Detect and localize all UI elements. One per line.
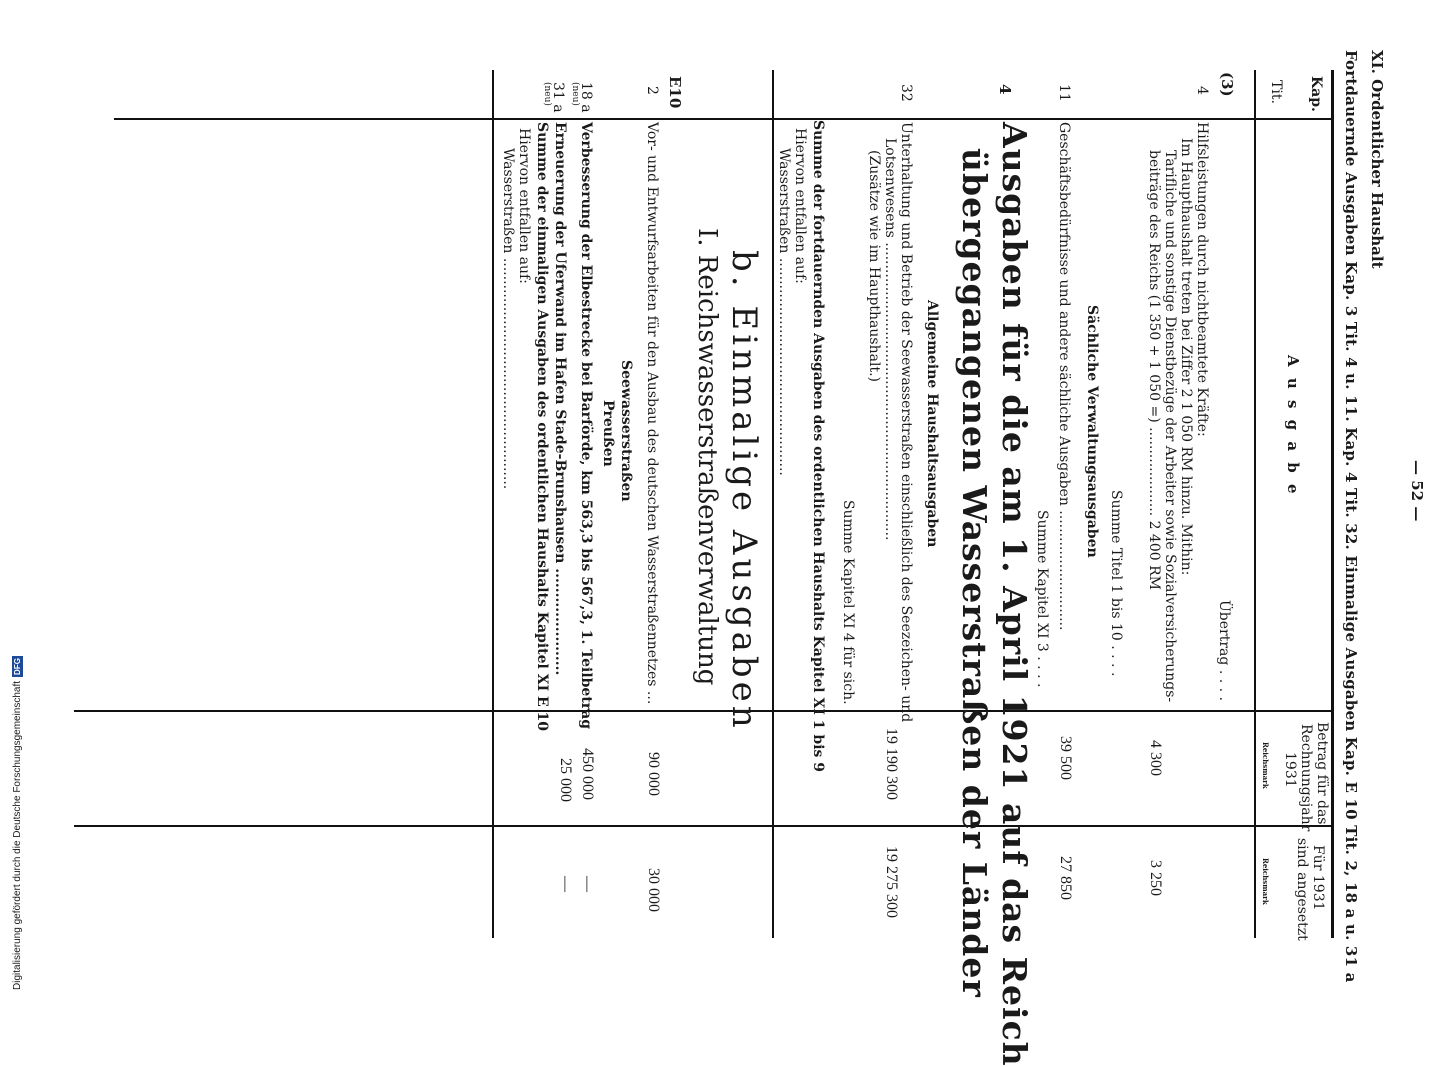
page-subtitle: Fortdauernde Ausgaben Kap. 3 Tit. 4 u. 11. Kap. 4 Tit. 32. Einmalige Ausgaben Kap. E 10 Tit. 2, 18 a u. 31 a: [1342, 50, 1360, 983]
wasserstrassen-2: Wasserstraßen ....................................................: [500, 148, 516, 490]
gesch-value-1931: 39 500: [1057, 736, 1074, 780]
section-title: XI. Ordentlicher Haushalt: [1368, 50, 1386, 269]
hilf-line1: Hilfsleistungen durch nichtbeamtete Kräfte:: [1194, 122, 1210, 437]
page-number: — 52 —: [1408, 460, 1426, 522]
unterh-line2: Lotsenwesens ...................................................................: [882, 138, 898, 541]
kap4-title-line2: übergegangenen Wasserstraßen der Länder: [955, 148, 994, 998]
unterh-line3: (Zusätze wie im Haupthaushalt.): [866, 150, 882, 382]
tit-18a-neu: (neu): [570, 82, 580, 106]
hilf-line4: beiträge des Reichs (1 350 + 1 050 =) .................... 2 400 RM: [1146, 150, 1162, 590]
ausgabe-header: A u s g a b e: [1284, 355, 1302, 497]
footer-text: Digitalisierung gefördert durch die Deutsche Forschungsgemeinschaft: [12, 680, 23, 990]
header-bottom-rule: [1254, 70, 1256, 938]
summe-kap3: Summe Kapitel XI 3 . . . .: [1034, 510, 1050, 688]
erneuer-text: Erneuerung der Uferwand im Hafen Stade-Brunshausen ......................: [552, 122, 568, 676]
unterh-value-angesetzt: 19 275 300: [883, 846, 900, 918]
betrag-header-line2: Rechnungsjahr: [1298, 724, 1314, 832]
hilf-value-angesetzt: 3 250: [1147, 860, 1164, 896]
kap-header: Kap.: [1308, 76, 1324, 112]
betrag-header-line1: Betrag für das: [1314, 722, 1330, 825]
reichswasser-heading: I. Reichswasserstraßenverwaltung: [692, 228, 722, 686]
betrag-unit: Reichsmark: [1261, 742, 1270, 789]
erneuer-value-1931: 25 000: [557, 758, 574, 802]
preussen-heading: Preußen: [600, 400, 616, 467]
fuer-unit: Reichsmark: [1261, 858, 1270, 905]
tit-31a: 31 a: [550, 82, 566, 113]
tit-11: 11: [1056, 84, 1072, 102]
dfg-logo: DFG: [13, 658, 22, 675]
erneuer-value-angesetzt: —: [557, 876, 574, 892]
allg-heading: Allgemeine Haushaltsausgaben: [924, 300, 940, 548]
seewasser-heading: Seewasserstraßen: [618, 360, 634, 502]
kap-e10: E10: [666, 76, 684, 109]
tit-18a: 18 a: [578, 82, 594, 113]
betrag-header-line3: 1931: [1282, 752, 1298, 788]
unterh-value-1931: 19 190 300: [883, 728, 900, 800]
table-top-rule: [1331, 70, 1334, 938]
fuer-header-line1: Für 1931: [1310, 845, 1326, 911]
kap4-title-line1: Ausgaben für die am 1. April 1921 auf das Reich: [995, 122, 1034, 1067]
summe-einmalig: Summe der einmaligen Ausgaben des ordentlichen Haushalts Kapitel XI E 10: [534, 122, 550, 732]
tit-4: 4: [1194, 86, 1210, 95]
tit-32: 32: [898, 84, 914, 102]
hiervon-2: Hiervon entfallen auf:: [516, 128, 532, 284]
summe-fortdauernd: Summe der fortdauernden Ausgaben des ordentlichen Haushalts Kapitel XI 1 bis 9: [810, 120, 826, 773]
kap-3: (3): [1218, 72, 1236, 97]
betrag-column-rule: [74, 710, 1334, 712]
saechlich-heading: Sächliche Verwaltungsausgaben: [1084, 305, 1100, 558]
hilf-line2: Im Haupthaushalt treten bei Ziffer 2 1 050 RM hinzu. Mithin:: [1178, 138, 1194, 576]
digitization-footer: [12, 656, 23, 990]
table-bottom-rule: [492, 70, 494, 938]
gesch-value-angesetzt: 27 850: [1057, 856, 1074, 900]
verbess-text: Verbesserung der Elbestrecke bei Barförde, km 563,3 bis 567,3, 1. Teilbetrag: [578, 122, 594, 730]
kap-column-rule: [114, 118, 1334, 120]
vor-value-1931: 90 000: [645, 752, 662, 796]
hilf-value-1931: 4 300: [1147, 740, 1164, 776]
tit-2: 2: [644, 86, 660, 95]
verbess-value-angesetzt: —: [579, 876, 596, 892]
tit-31a-neu: (neu): [542, 82, 552, 106]
tit-header: Tit.: [1268, 80, 1284, 104]
verbess-value-1931: 450 000: [579, 748, 596, 800]
einmalig-top-rule: [772, 70, 774, 938]
unterh-line1: Unterhaltung und Betrieb der Seewasserstraßen einschließlich des Seezeichen- und: [898, 122, 914, 723]
hilf-line3: Tarifliche und sonstige Dienstbezüge der Arbeiter sowie Sozialversicherungs-: [1162, 150, 1178, 703]
gesch-text: Geschäftsbedürfnisse und andere sächliche Ausgaben ...........................: [1056, 122, 1072, 631]
kap-4: 4: [996, 84, 1014, 95]
uebertrag: Übertrag . . . .: [1216, 600, 1232, 701]
hiervon-1: Hiervon entfallen auf:: [792, 128, 808, 284]
einmalig-heading: b. Einmalige Ausgaben: [724, 250, 764, 732]
summe-titel: Summe Titel 1 bis 10 . . . .: [1108, 490, 1124, 677]
fuer-column-rule: [74, 825, 1334, 827]
summe-kap4: Summe Kapitel XI 4 für sich.: [840, 500, 856, 705]
fuer-header-line2: sind angesetzt: [1294, 838, 1310, 941]
vor-text: Vor- und Entwurfsarbeiten für den Ausbau des deutschen Wasserstraßennetzes ...: [644, 122, 660, 705]
wasserstrassen-1: Wasserstraßen .................................................: [776, 148, 792, 476]
vor-value-angesetzt: 30 000: [645, 868, 662, 912]
